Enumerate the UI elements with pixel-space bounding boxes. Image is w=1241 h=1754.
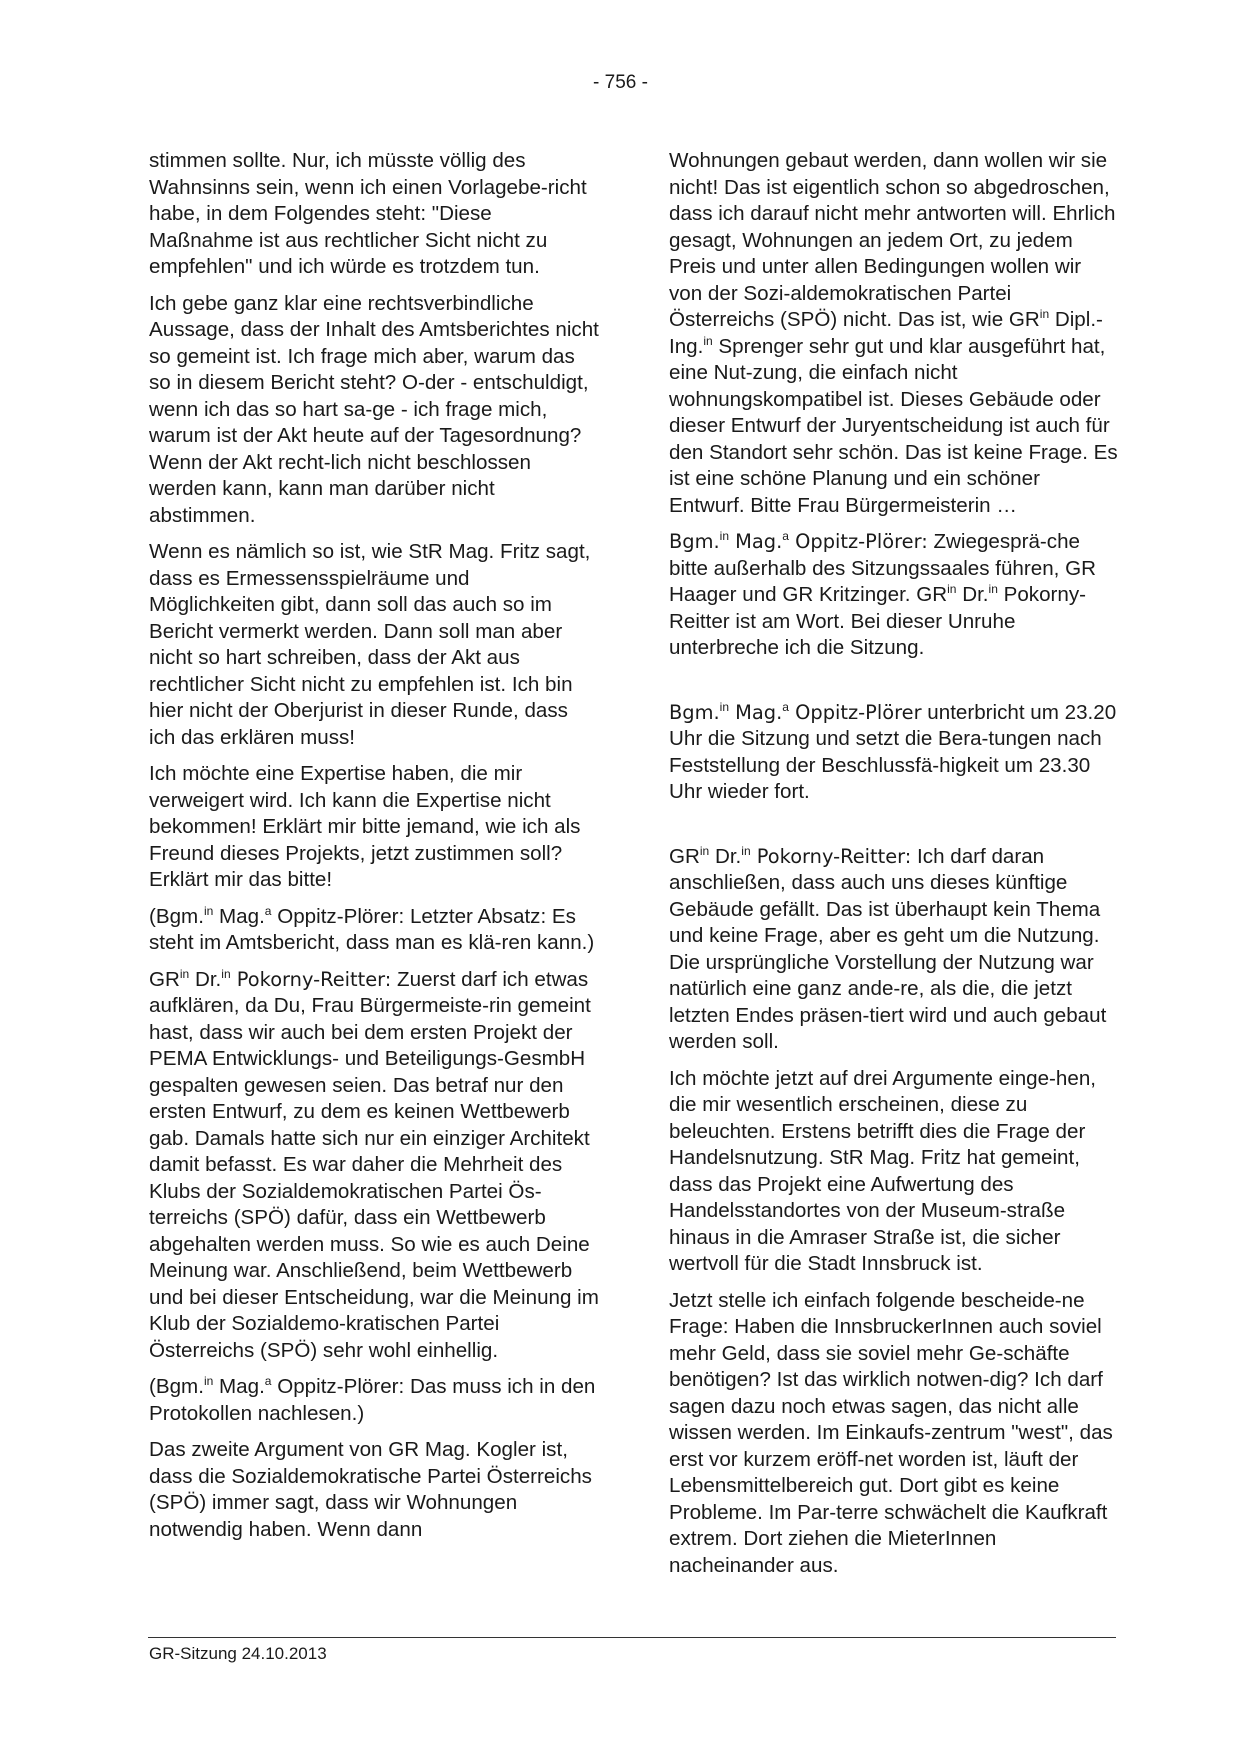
text-run: Ich darf daran anschließen, dass auch uns dieses künftige Gebäude gefällt. Das ist überhaupt kein Thema und keine Frage, aber es geht um die Nutzung. Die ursprüngliche Vorstellung der Nutzung war natürlich eine ganz ande-re, als die, die jetzt letzten Endes präsen-tiert wird und auch gebaut werden soll. bbox=[669, 844, 1107, 1053]
text-run: Bgm. bbox=[669, 530, 720, 553]
text-run: unterbricht um 23.20 Uhr die Sitzung und setzt die Bera-tungen nach Feststellung der Beschlussfä-higkeit um 23.30 Uhr wieder fort. bbox=[669, 700, 1117, 803]
superscript: in bbox=[988, 582, 998, 596]
text-run: Zwiegesprä-che bitte außerhalb des Sitzungssaales führen, GR Haager und GR Kritzinger. GR bbox=[669, 530, 1096, 606]
superscript: a bbox=[782, 699, 789, 714]
superscript: in bbox=[179, 966, 190, 981]
right-column bbox=[669, 148, 1119, 1589]
speaker-name: Pokorny-Reitter: bbox=[230, 967, 392, 991]
superscript: in bbox=[703, 333, 713, 348]
text-run: Mag. bbox=[213, 1375, 265, 1398]
superscript: in bbox=[1039, 307, 1050, 321]
text-run: Oppitz-Plörer: Das muss ich in den Protokollen nachlesen.) bbox=[149, 1375, 596, 1425]
text-run: Dr. bbox=[709, 844, 742, 868]
text-run: Wohnungen gebaut werden, dann wollen wir sie nicht! Das ist eigentlich schon so abgedroschen, dass ich darauf nicht mehr antworten will. Ehrlich gesagt, Wohnungen an jedem Ort, zu jedem Preis und unter allen Bedingungen wollen wir von der Sozi-aldemokratischen Partei Österreichs (SPÖ) nicht. Das ist, wie GR bbox=[669, 149, 1116, 331]
superscript: in bbox=[699, 843, 710, 858]
superscript: in bbox=[947, 582, 957, 596]
page-number: - 756 - bbox=[593, 72, 648, 93]
text-run: Zuerst darf ich etwas aufklären, da Du, Frau Bürgermeiste-rin gemeint hast, dass wir auch bei dem ersten Projekt der PEMA Entwicklungs- und Beteiligungs-GesmbH gespalten gewesen seien. Das betraf nur den ersten Entwurf, zu dem es keinen Wettbewerb gab. Damals hatte sich nur ein einziger Architekt damit befasst. Es war daher die Mehrheit des Klubs der Sozialdemokratischen Partei Ös-terreichs (SPÖ) dafür, dass ein Wettbewerb abgehalten werden muss. So wie es auch Deine Meinung war. Anschließend, beim Wettbewerb und bei dieser Entscheidung, war die Meinung im Klub der Sozialdemo-kratischen Partei Österreichs (SPÖ) sehr wohl einhellig. bbox=[149, 967, 599, 1362]
interjection-mayor bbox=[149, 1374, 599, 1427]
superscript: in bbox=[221, 966, 231, 981]
statement-mayor bbox=[669, 529, 1119, 662]
superscript: a bbox=[264, 903, 272, 918]
text-run: (Bgm. bbox=[149, 1375, 204, 1398]
paragraph: Wenn es nämlich so ist, wie StR Mag. Fritz sagt, dass es Ermessensspielräume und Möglichkeiten gibt, dann soll das auch so im Bericht vermerkt werden. Dann soll man aber nicht so hart schreiben, dass der Akt aus rechtlicher Sicht nicht zu empfehlen ist. Ich bin hier nicht der Oberjurist in dieser Runde, dass ich das erklären muss! bbox=[149, 540, 591, 749]
superscript: in bbox=[719, 529, 730, 543]
speech-pokorny-reitter bbox=[149, 967, 599, 1365]
superscript: in bbox=[203, 903, 214, 918]
text-run: Dipl.-Ing. bbox=[669, 308, 1103, 358]
session-break-note bbox=[669, 700, 1119, 806]
text-run: Bgm. bbox=[669, 700, 720, 724]
speaker-name: Oppitz-Plörer: bbox=[788, 530, 928, 553]
text-run: (Bgm. bbox=[149, 904, 204, 928]
footer-session-date: GR-Sitzung 24.10.2013 bbox=[149, 1644, 327, 1663]
superscript: a bbox=[264, 1374, 272, 1388]
speaker-name: Oppitz-Plörer bbox=[788, 700, 922, 724]
text-run: Dr. bbox=[956, 583, 989, 606]
superscript: in bbox=[741, 843, 751, 858]
paragraph: Das zweite Argument von GR Mag. Kogler ist, dass die Sozialdemokratische Partei Österreichs (SPÖ) immer sagt, dass wir Wohnungen notwendig haben. Wenn dann bbox=[149, 1438, 592, 1541]
paragraph: Ich möchte eine Expertise haben, die mir verweigert wird. Ich kann die Expertise nicht bekommen! Erklärt mir bitte jemand, wie ich als Freund dieses Projekts, jetzt zustimmen soll? Erklärt mir das bitte! bbox=[149, 762, 581, 891]
text-run: Sprenger sehr gut und klar ausgeführt hat, eine Nut-zung, die einfach nicht wohnungskompatibel ist. Dieses Gebäude oder dieser Entwurf der Juryentscheidung ist auch für den Standort sehr schön. Das ist keine Frage. Es ist eine schöne Planung und ein schöner Entwurf. Bitte Frau Bürgermeisterin … bbox=[669, 334, 1118, 517]
paragraph: Ich möchte jetzt auf drei Argumente einge-hen, die mir wesentlich erscheinen, diese zu beleuchten. Erstens betrifft dies die Frage der Handelsnutzung. StR Mag. Fritz hat gemeint, dass das Projekt eine Aufwertung des Handelsstandortes von der Museum-straße hinaus in die Amraser Straße ist, die sicher wertvoll für die Stadt Innsbruck ist. bbox=[669, 1066, 1096, 1275]
text-run: Mag. bbox=[729, 700, 783, 724]
speech-pokorny-reitter bbox=[669, 844, 1119, 1056]
left-column bbox=[149, 148, 599, 1553]
interjection-mayor bbox=[149, 904, 599, 957]
superscript: a bbox=[782, 529, 789, 543]
footer-divider bbox=[148, 1637, 1116, 1638]
paragraph: stimmen sollte. Nur, ich müsste völlig des Wahnsinns sein, wenn ich einen Vorlagebe-richt habe, in dem Folgendes steht: "Diese Maßnahme ist aus rechtlicher Sicht nicht zu empfehlen" und ich würde es trotzdem tun. bbox=[149, 149, 587, 278]
paragraph bbox=[669, 148, 1119, 519]
text-run: Pokorny-Reitter ist am Wort. Bei dieser Unruhe unterbreche ich die Sitzung. bbox=[669, 583, 1087, 659]
text-run: Oppitz-Plörer: Letzter Absatz: Es steht im Amtsbericht, dass man es klä-ren kann.) bbox=[149, 904, 595, 954]
superscript: in bbox=[719, 699, 730, 714]
paragraph: Ich gebe ganz klar eine rechtsverbindliche Aussage, dass der Inhalt des Amtsberichtes nicht so gemeint ist. Ich frage mich aber, warum das so in diesem Bericht steht? O-der - entschuldigt, wenn ich das so hart sa-ge - ich frage mich, warum ist der Akt heute auf der Tagesordnung? Wenn der Akt recht-lich nicht beschlossen werden kann, kann man darüber nicht abstimmen. bbox=[149, 291, 599, 527]
speaker-name: Pokorny-Reitter: bbox=[750, 844, 912, 868]
text-run: Mag. bbox=[729, 530, 783, 553]
text-run: Dr. bbox=[189, 967, 222, 991]
paragraph: Jetzt stelle ich einfach folgende bescheide-ne Frage: Haben die InnsbruckerInnen auch soviel mehr Geld, dass sie soviel mehr Ge-schäfte benötigen? Ist das wirklich notwen-dig? Ich darf sagen dazu noch etwas sagen, das nicht alle wissen werden. Im Einkaufs-zentrum "west", das erst vor kurzem eröff-net worden ist, läuft der Lebensmittelbereich gut. Dort gibt es keine Probleme. Im Par-terre schwächelt die Kaufkraft extrem. Dort ziehen die MieterInnen nacheinander aus. bbox=[669, 1288, 1113, 1577]
text-run: Mag. bbox=[213, 904, 265, 928]
text-run: GR bbox=[149, 967, 180, 991]
superscript: in bbox=[203, 1374, 214, 1388]
text-run: GR bbox=[669, 844, 700, 868]
